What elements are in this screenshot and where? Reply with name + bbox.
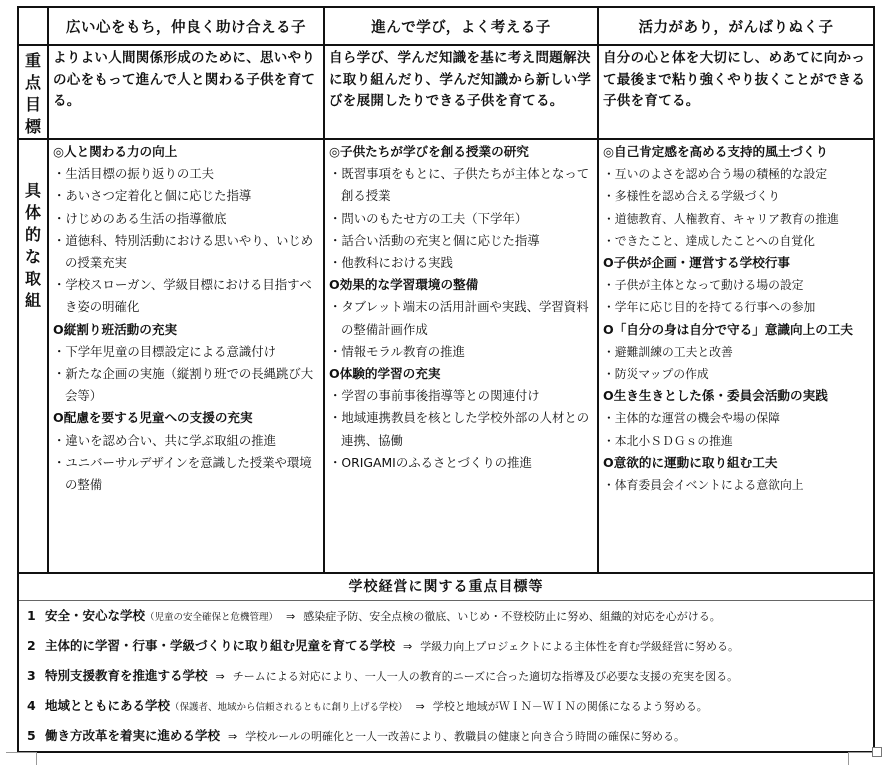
actions-col2 bbox=[324, 139, 598, 573]
goals-label-char: 点 bbox=[24, 73, 41, 92]
header-col2: 進んで学び，よく考える子 bbox=[324, 7, 598, 45]
action-item: ・学習の事前事後指導等との関連付け bbox=[329, 388, 540, 404]
management-item bbox=[19, 601, 873, 631]
action-item: ・できたこと、達成したことへの自覚化 bbox=[603, 233, 815, 248]
header-col1: 広い心をもち，仲良く助け合える子 bbox=[48, 7, 324, 45]
action-item: ・他教科における実践 bbox=[329, 255, 453, 271]
page-corner-mark-right bbox=[848, 752, 874, 753]
goal-col3: 自分の心と体を大切にし、めあてに向かって最後まで粘り強くやり抜くことができる子供を育てる。 bbox=[598, 45, 874, 139]
action-heading: O配慮を要する児童への支援の充実 bbox=[53, 410, 253, 426]
action-item: ・学年に応じ目的を持てる行事への参加 bbox=[603, 300, 816, 315]
actions-col3 bbox=[598, 139, 874, 573]
action-item: ・地域連携教員を核とした学校外部の人材との連携、協働 bbox=[329, 410, 590, 448]
action-item: ・違いを認め合い、共に学ぶ取組の推進 bbox=[53, 432, 277, 448]
arrow-icon: ⇒ bbox=[215, 670, 225, 683]
management-item-note: （保護者、地域から信頼されるともに創り上げる学校） bbox=[170, 702, 408, 713]
page-corner-mark-right-v bbox=[848, 752, 849, 765]
management-item-number: 5 bbox=[27, 728, 36, 743]
actions-label-char: 組 bbox=[24, 291, 41, 310]
goal-col2: 自ら学び、学んだ知識を基に考え問題解決に取り組んだり、学んだ知識から新しい学びを展開したりできる子供を育てる。 bbox=[324, 45, 598, 139]
header-row bbox=[18, 7, 874, 45]
action-item: ・多様性を認め合える学級づくり bbox=[603, 189, 780, 204]
management-item-title: 主体的に学習・行事・学級づくりに取り組む児童を育てる学校 bbox=[45, 638, 396, 653]
action-heading: ◎自己肯定感を高める支持的風土づくり bbox=[603, 144, 829, 159]
action-item: ・主体的な運営の機会や場の保障 bbox=[603, 411, 780, 426]
school-goals-table bbox=[17, 6, 875, 753]
action-item: ・話合い活動の充実と個に応じた指導 bbox=[329, 232, 540, 248]
action-heading: O生き生きとした係・委員会活動の実践 bbox=[603, 388, 828, 404]
action-item: ・防災マップの作成 bbox=[603, 367, 709, 382]
action-item: ・情報モラル教育の推進 bbox=[329, 343, 465, 359]
goal-col1: よりよい人間関係形成のために、思いやりの心をもって進んで人と関わる子供を育てる。 bbox=[48, 45, 324, 139]
action-heading: O子供が企画・運営する学校行事 bbox=[603, 255, 791, 271]
action-item: ・互いのよさを認め合う場の積極的な設定 bbox=[603, 167, 828, 182]
actions-label-char: 的 bbox=[24, 225, 41, 244]
action-item: ・新たな企画の実施（縦割り班での長縄跳び大会等） bbox=[53, 366, 314, 404]
management-item-number: 3 bbox=[27, 668, 36, 683]
management-item-title: 働き方改革を着実に進める学校 bbox=[45, 728, 221, 743]
management-item-number: 1 bbox=[27, 608, 36, 623]
management-item-text: 学校ルールの明確化と一人一改善により、教職員の健康と向き合う時間の確保に努める。 bbox=[245, 730, 686, 743]
goals-label-char: 重 bbox=[24, 51, 41, 70]
action-item: ・けじめのある生活の指導徹底 bbox=[53, 210, 227, 226]
action-item: ・ORIGAMIのふるさとづくりの推進 bbox=[329, 454, 532, 470]
action-heading: O縦割り班活動の充実 bbox=[53, 321, 178, 337]
management-title: 学校経営に関する重点目標等 bbox=[19, 574, 873, 601]
page-corner-mark-left bbox=[6, 752, 36, 753]
action-heading: ◎人と関わる力の向上 bbox=[53, 144, 178, 159]
action-heading: O効果的な学習環境の整備 bbox=[329, 277, 479, 293]
action-heading: O「自分の身は自分で守る」意識向上の工夫 bbox=[603, 321, 853, 337]
resize-handle-icon[interactable] bbox=[872, 747, 882, 757]
header-col3: 活力があり，がんばりぬく子 bbox=[598, 7, 874, 45]
action-item: ・タブレット端末の活用計画や実践、学習資料の整備計画作成 bbox=[329, 299, 589, 337]
actions-label-char: な bbox=[24, 247, 41, 266]
action-item: ・生活目標の振り返りの工夫 bbox=[53, 166, 215, 182]
management-item bbox=[19, 631, 873, 661]
management-item-number: 2 bbox=[27, 638, 36, 653]
management-item-title: 地域とともにある学校 bbox=[45, 698, 171, 713]
management-item-text: 学級力向上プロジェクトによる主体性を育む学級経営に努める。 bbox=[420, 640, 740, 653]
action-item: ・下学年児童の目標設定による意識付け bbox=[53, 343, 277, 359]
action-item: ・本北小ＳＤＧｓの推進 bbox=[603, 433, 733, 448]
management-row bbox=[18, 573, 874, 752]
management-item bbox=[19, 661, 873, 691]
goals-row bbox=[18, 45, 874, 139]
management-list bbox=[19, 601, 873, 751]
action-item: ・問いのもたせ方の工夫（下学年） bbox=[329, 210, 528, 226]
actions-label-char: 具 bbox=[24, 181, 41, 200]
management-item-note: （児童の安全確保と危機管理） bbox=[145, 612, 279, 623]
management-item bbox=[19, 721, 873, 751]
action-item: ・避難訓練の工夫と改善 bbox=[603, 344, 733, 359]
goals-label bbox=[18, 45, 48, 139]
management-item-text: チームによる対応により、一人一人の教育的ニーズに合った適切な指導及び必要な支援の充実を図る。 bbox=[232, 670, 739, 683]
management-item-title: 特別支援教育を推進する学校 bbox=[45, 668, 208, 683]
management-item-text: 学校と地域がＷＩＮ－ＷＩＮの関係になるよう努める。 bbox=[432, 700, 708, 713]
management-item-title: 安全・安心な学校 bbox=[45, 608, 146, 623]
actions-row bbox=[18, 139, 874, 573]
arrow-icon: ⇒ bbox=[286, 610, 296, 623]
actions-label-char: 取 bbox=[24, 269, 41, 288]
management-cell bbox=[18, 573, 874, 752]
action-item: ・子供が主体となって動ける場の設定 bbox=[603, 278, 804, 293]
management-item bbox=[19, 691, 873, 721]
arrow-icon: ⇒ bbox=[228, 730, 238, 743]
management-item-number: 4 bbox=[27, 698, 36, 713]
actions-label bbox=[18, 139, 48, 573]
action-heading: ◎子供たちが学びを創る授業の研究 bbox=[329, 144, 529, 159]
action-heading: O意欲的に運動に取り組む工夫 bbox=[603, 454, 778, 470]
actions-col1 bbox=[48, 139, 324, 573]
arrow-icon: ⇒ bbox=[403, 640, 413, 653]
action-item: ・あいさつ定着化と個に応じた指導 bbox=[53, 188, 252, 204]
corner-cell bbox=[18, 7, 48, 45]
action-heading: O体験的学習の充実 bbox=[329, 366, 441, 382]
arrow-icon: ⇒ bbox=[415, 700, 425, 713]
action-item: ・道徳教育、人権教育、キャリア教育の推進 bbox=[603, 211, 839, 226]
action-item: ・ユニバーサルデザインを意識した授業や環境の整備 bbox=[53, 454, 312, 493]
page-corner-mark-left-v bbox=[36, 752, 37, 765]
action-item: ・既習事項をもとに、子供たちが主体となって創る授業 bbox=[329, 166, 590, 204]
action-item: ・道徳科、特別活動における思いやり、いじめの授業充実 bbox=[53, 232, 314, 271]
goals-label-char: 標 bbox=[24, 117, 41, 136]
action-item: ・体育委員会イベントによる意欲向上 bbox=[603, 478, 804, 493]
goals-label-char: 目 bbox=[24, 95, 41, 114]
management-item-text: 感染症予防、安全点検の徹底、いじめ・不登校防止に努め、組織的対応を心がける。 bbox=[303, 610, 721, 623]
action-item: ・学校スローガン、学級目標における目指すべき姿の明確化 bbox=[53, 277, 312, 315]
actions-label-char: 体 bbox=[24, 203, 41, 222]
